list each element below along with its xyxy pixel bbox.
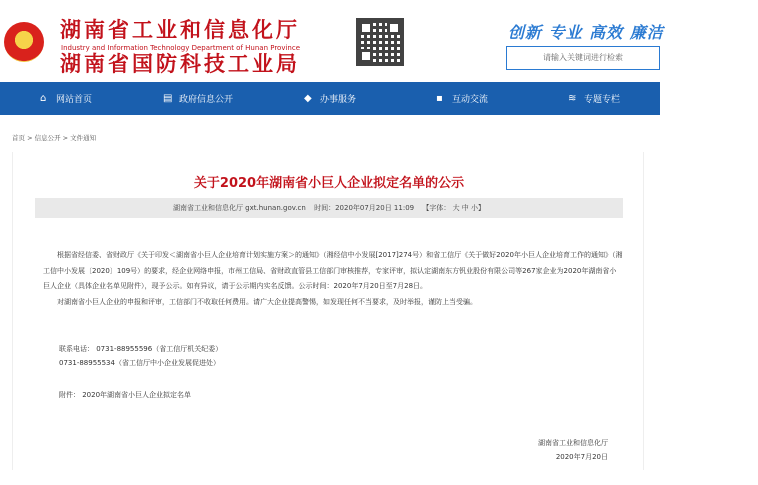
nav-item-home[interactable] bbox=[0, 82, 132, 115]
article-title: 关于2020年湖南省小巨人企业拟定名单的公示 bbox=[193, 176, 465, 191]
font-size-switcher[interactable]: 【字体： 大 中 小】 bbox=[422, 204, 486, 212]
nav-item-label: 互动交流 bbox=[451, 95, 488, 105]
article-body bbox=[43, 248, 623, 310]
chat-icon: ▪ bbox=[435, 92, 443, 104]
contact-line: 联系电话： 0731-88955596（省工信厅机关纪委） bbox=[59, 345, 223, 353]
national-emblem-logo: ★ bbox=[4, 22, 44, 62]
nav-item-gov-info[interactable] bbox=[132, 82, 264, 115]
home-icon: ⌂ bbox=[39, 92, 47, 104]
slogan: 创新 专业 高效 廉洁 bbox=[508, 23, 664, 42]
site-header bbox=[0, 0, 758, 82]
paragraph: 对湖南省小巨人企业的申报和评审，工信部门不收取任何费用。请广大企业提高警惕，如发现任何不当要求，及时举报，谨防上当受骗。 bbox=[57, 297, 477, 306]
org-name-line2: 湖南省国防科技工业局 bbox=[60, 52, 300, 76]
attachment-link[interactable]: 附件： 2020年湖南省小巨人企业拟定名单 bbox=[59, 391, 192, 399]
meta-time: 时间：2020年07月20日 11:09 bbox=[314, 204, 415, 212]
search-input[interactable]: 请输入关键词进行检索 bbox=[506, 46, 660, 70]
contact-line: 0731-88955534（省工信厅中小企业发展促进处） bbox=[59, 359, 220, 367]
meta-source: 湖南省工业和信息化厅 gxt.hunan.gov.cn bbox=[172, 204, 306, 212]
layers-icon: ≋ bbox=[567, 92, 577, 104]
article bbox=[12, 152, 644, 470]
article-meta bbox=[35, 198, 623, 218]
nav-item-label: 办事服务 bbox=[319, 95, 356, 105]
signature bbox=[538, 436, 608, 464]
nav-item-services[interactable] bbox=[264, 82, 396, 115]
org-name-english: Industry and Information Technology Department of Hunan Province bbox=[61, 44, 301, 52]
contact-info bbox=[59, 342, 222, 370]
breadcrumb[interactable]: 首页 > 信息公开 > 文件通知 bbox=[12, 134, 97, 142]
signature-org: 湖南省工业和信息化厅 bbox=[538, 439, 608, 447]
nav-item-topics[interactable] bbox=[528, 82, 660, 115]
nav-item-interaction[interactable] bbox=[396, 82, 528, 115]
nav-item-label: 专题专栏 bbox=[583, 95, 620, 105]
document-icon: ▤ bbox=[162, 92, 173, 104]
service-icon: ◆ bbox=[303, 92, 312, 104]
main-nav bbox=[0, 82, 660, 115]
signature-date: 2020年7月20日 bbox=[555, 453, 608, 461]
nav-item-label: 政府信息公开 bbox=[178, 95, 233, 105]
nav-item-label: 网站首页 bbox=[55, 95, 92, 105]
paragraph: 根据省经信委、省财政厅《关于印发＜湖南省小巨人企业培育计划实施方案＞的通知》（湘经信中小发展[2017]274号）和省工信厅《关于做好2020年小巨人企业培育工作的通知》（湘工信中小发展〔2020〕109号）的要求，经企业网络申报，市州工信局、省财政直管县工信部门审核推荐，专家评审，拟认定湖南东方钒业股份有限公司等267家企业为2020年湖南省小巨人企业（具体企业名单见附件），现予公示。如有异议，请于公示期内实名反馈。公示时间：2020年7月20日至7月28日。 bbox=[43, 251, 623, 290]
qr-code-icon bbox=[356, 18, 404, 66]
org-name-line1: 湖南省工业和信息化厅 bbox=[60, 18, 300, 42]
